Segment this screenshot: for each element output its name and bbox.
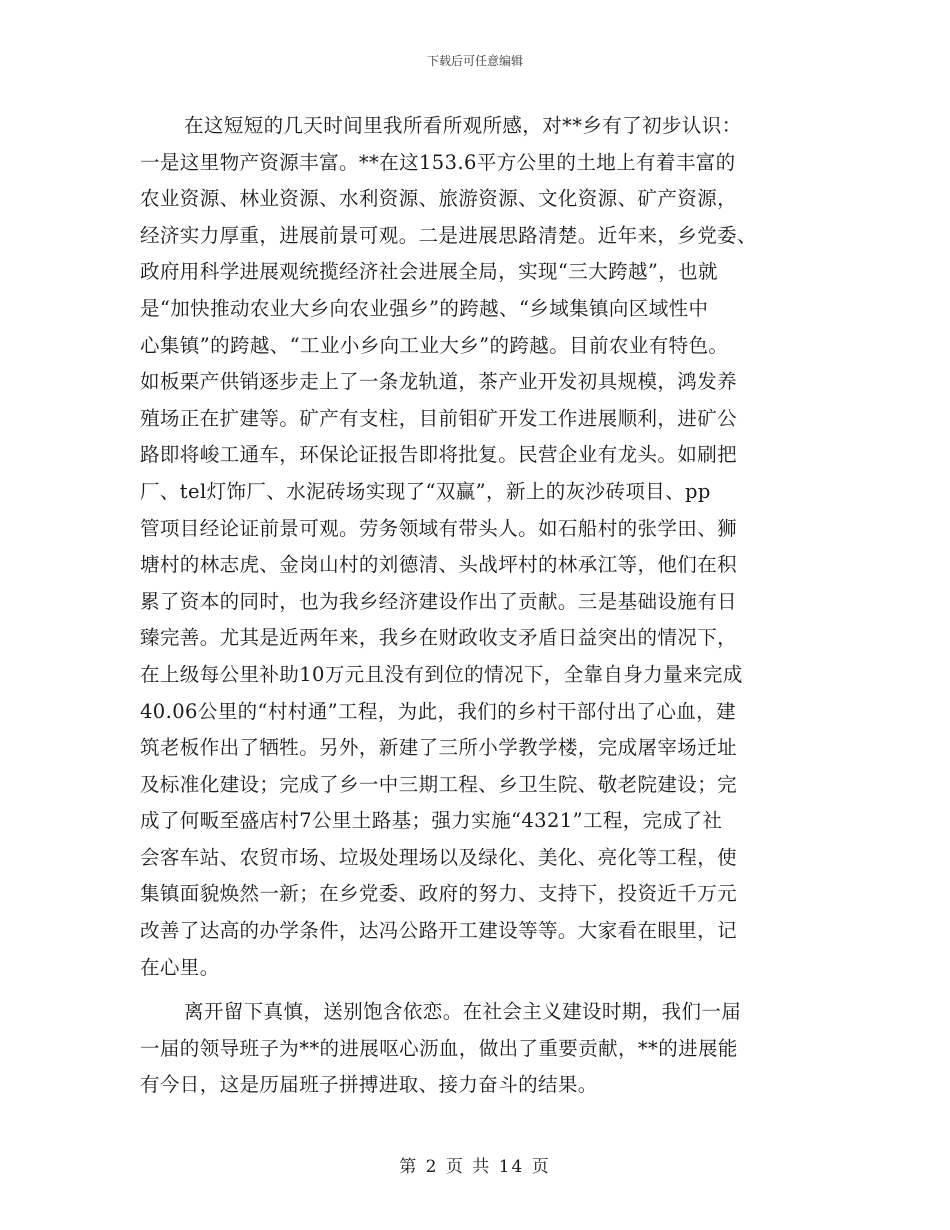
paragraph-2-line: 一届的领导班子为**的进展呕心沥血，做出了重要贡献，**的进展能: [140, 1036, 738, 1060]
paragraph-1-line: 在这短短的几天时间里我所看所观所感，对**乡有了初步认识：: [184, 114, 742, 137]
paragraph-1-line: 及标准化建设；完成了乡一中三期工程、乡卫生院、敬老院建设；完: [140, 772, 738, 796]
paragraph-1-line: 会客车站、农贸市场、垃圾处理场以及绿化、美化、亮化等工程，使: [140, 845, 738, 869]
paragraph-2-line: 离开留下真慎，送别饱含依恋。在社会主义建设时期，我们一届: [184, 1000, 742, 1024]
page-number-footer: 第 2 页 共 14 页: [399, 1157, 551, 1177]
paragraph-1-line: 40.06公里的“村村通”工程，为此，我们的乡村干部付出了心血，建: [140, 699, 736, 723]
paragraph-1-line: 改善了达高的办学条件，达冯公路开工建设等等。大家看在眼里，记: [140, 919, 738, 943]
paragraph-1-line: 一是这里物产资源丰富。**在这153.6平方公里的土地上有着丰富的: [140, 150, 736, 174]
page-header-note: 下载后可任意编辑: [426, 54, 523, 68]
paragraph-2-line: 有今日，这是历届班子拼搏进取、接力奋斗的结果。: [140, 1073, 598, 1097]
paragraph-1-line: 管项目经论证前景可观。劳务领域有带头人。如石船村的张学田、狮: [140, 516, 738, 540]
paragraph-1-line: 累了资本的同时，也为我乡经济建设作出了贡献。三是基础设施有日: [140, 589, 738, 613]
paragraph-1-line: 是“加快推动农业大乡向农业强乡”的跨越、“乡域集镇向区域性中: [140, 296, 709, 320]
paragraph-1-line: 经济实力厚重，进展前景可观。二是进展思路清楚。近年来，乡党委、: [140, 223, 757, 247]
document-body: [140, 108, 810, 1104]
paragraph-1-line: 在心里。: [140, 955, 220, 979]
paragraph-1-line: 厂、tel灯饰厂、水泥砖场实现了“双赢”，新上的灰沙砖项目、pp: [140, 479, 711, 503]
paragraph-1-line: 塘村的林志虎、金岗山村的刘德清、头战坪村的林承江等，他们在积: [140, 553, 738, 577]
paragraph-1-line: 殖场正在扩建等。矿产有支柱，目前钼矿开发工作进展顺利，进矿公: [140, 406, 738, 430]
paragraph-1-line: 在上级每公里补助10万元且没有到位的情况下，全靠自身力量来完成: [140, 662, 743, 686]
paragraph-1-line: 如板栗产供销逐步走上了一条龙轨道，茶产业开发初具规模，鸿发养: [140, 370, 738, 394]
paragraph-1-line: 农业资源、林业资源、水利资源、旅游资源、文化资源、矿产资源，: [140, 187, 738, 211]
paragraph-1-line: 筑老板作出了牺牲。另外，新建了三所小学教学楼，完成屠宰场迁址: [140, 736, 738, 760]
paragraph-1-line: 集镇面貌焕然一新；在乡党委、政府的努力、支持下，投资近千万元: [140, 882, 738, 906]
paragraph-1-line: 政府用科学进展观统揽经济社会进展全局，实现“三大跨越”，也就: [140, 260, 718, 284]
paragraph-1-line: 路即将峻工通车，环保论证报告即将批复。民营企业有龙头。如刷把: [140, 443, 738, 467]
paragraph-1-line: 成了何畈至盛店村7公里土路基；强力实施“4321”工程，完成了社: [140, 809, 723, 833]
paragraph-1-line: 臻完善。尤其是近两年来，我乡在财政收支矛盾日益突出的情况下，: [140, 626, 738, 650]
paragraph-1-line: 心集镇”的跨越、“工业小乡向工业大乡”的跨越。目前农业有特色。: [140, 333, 729, 357]
